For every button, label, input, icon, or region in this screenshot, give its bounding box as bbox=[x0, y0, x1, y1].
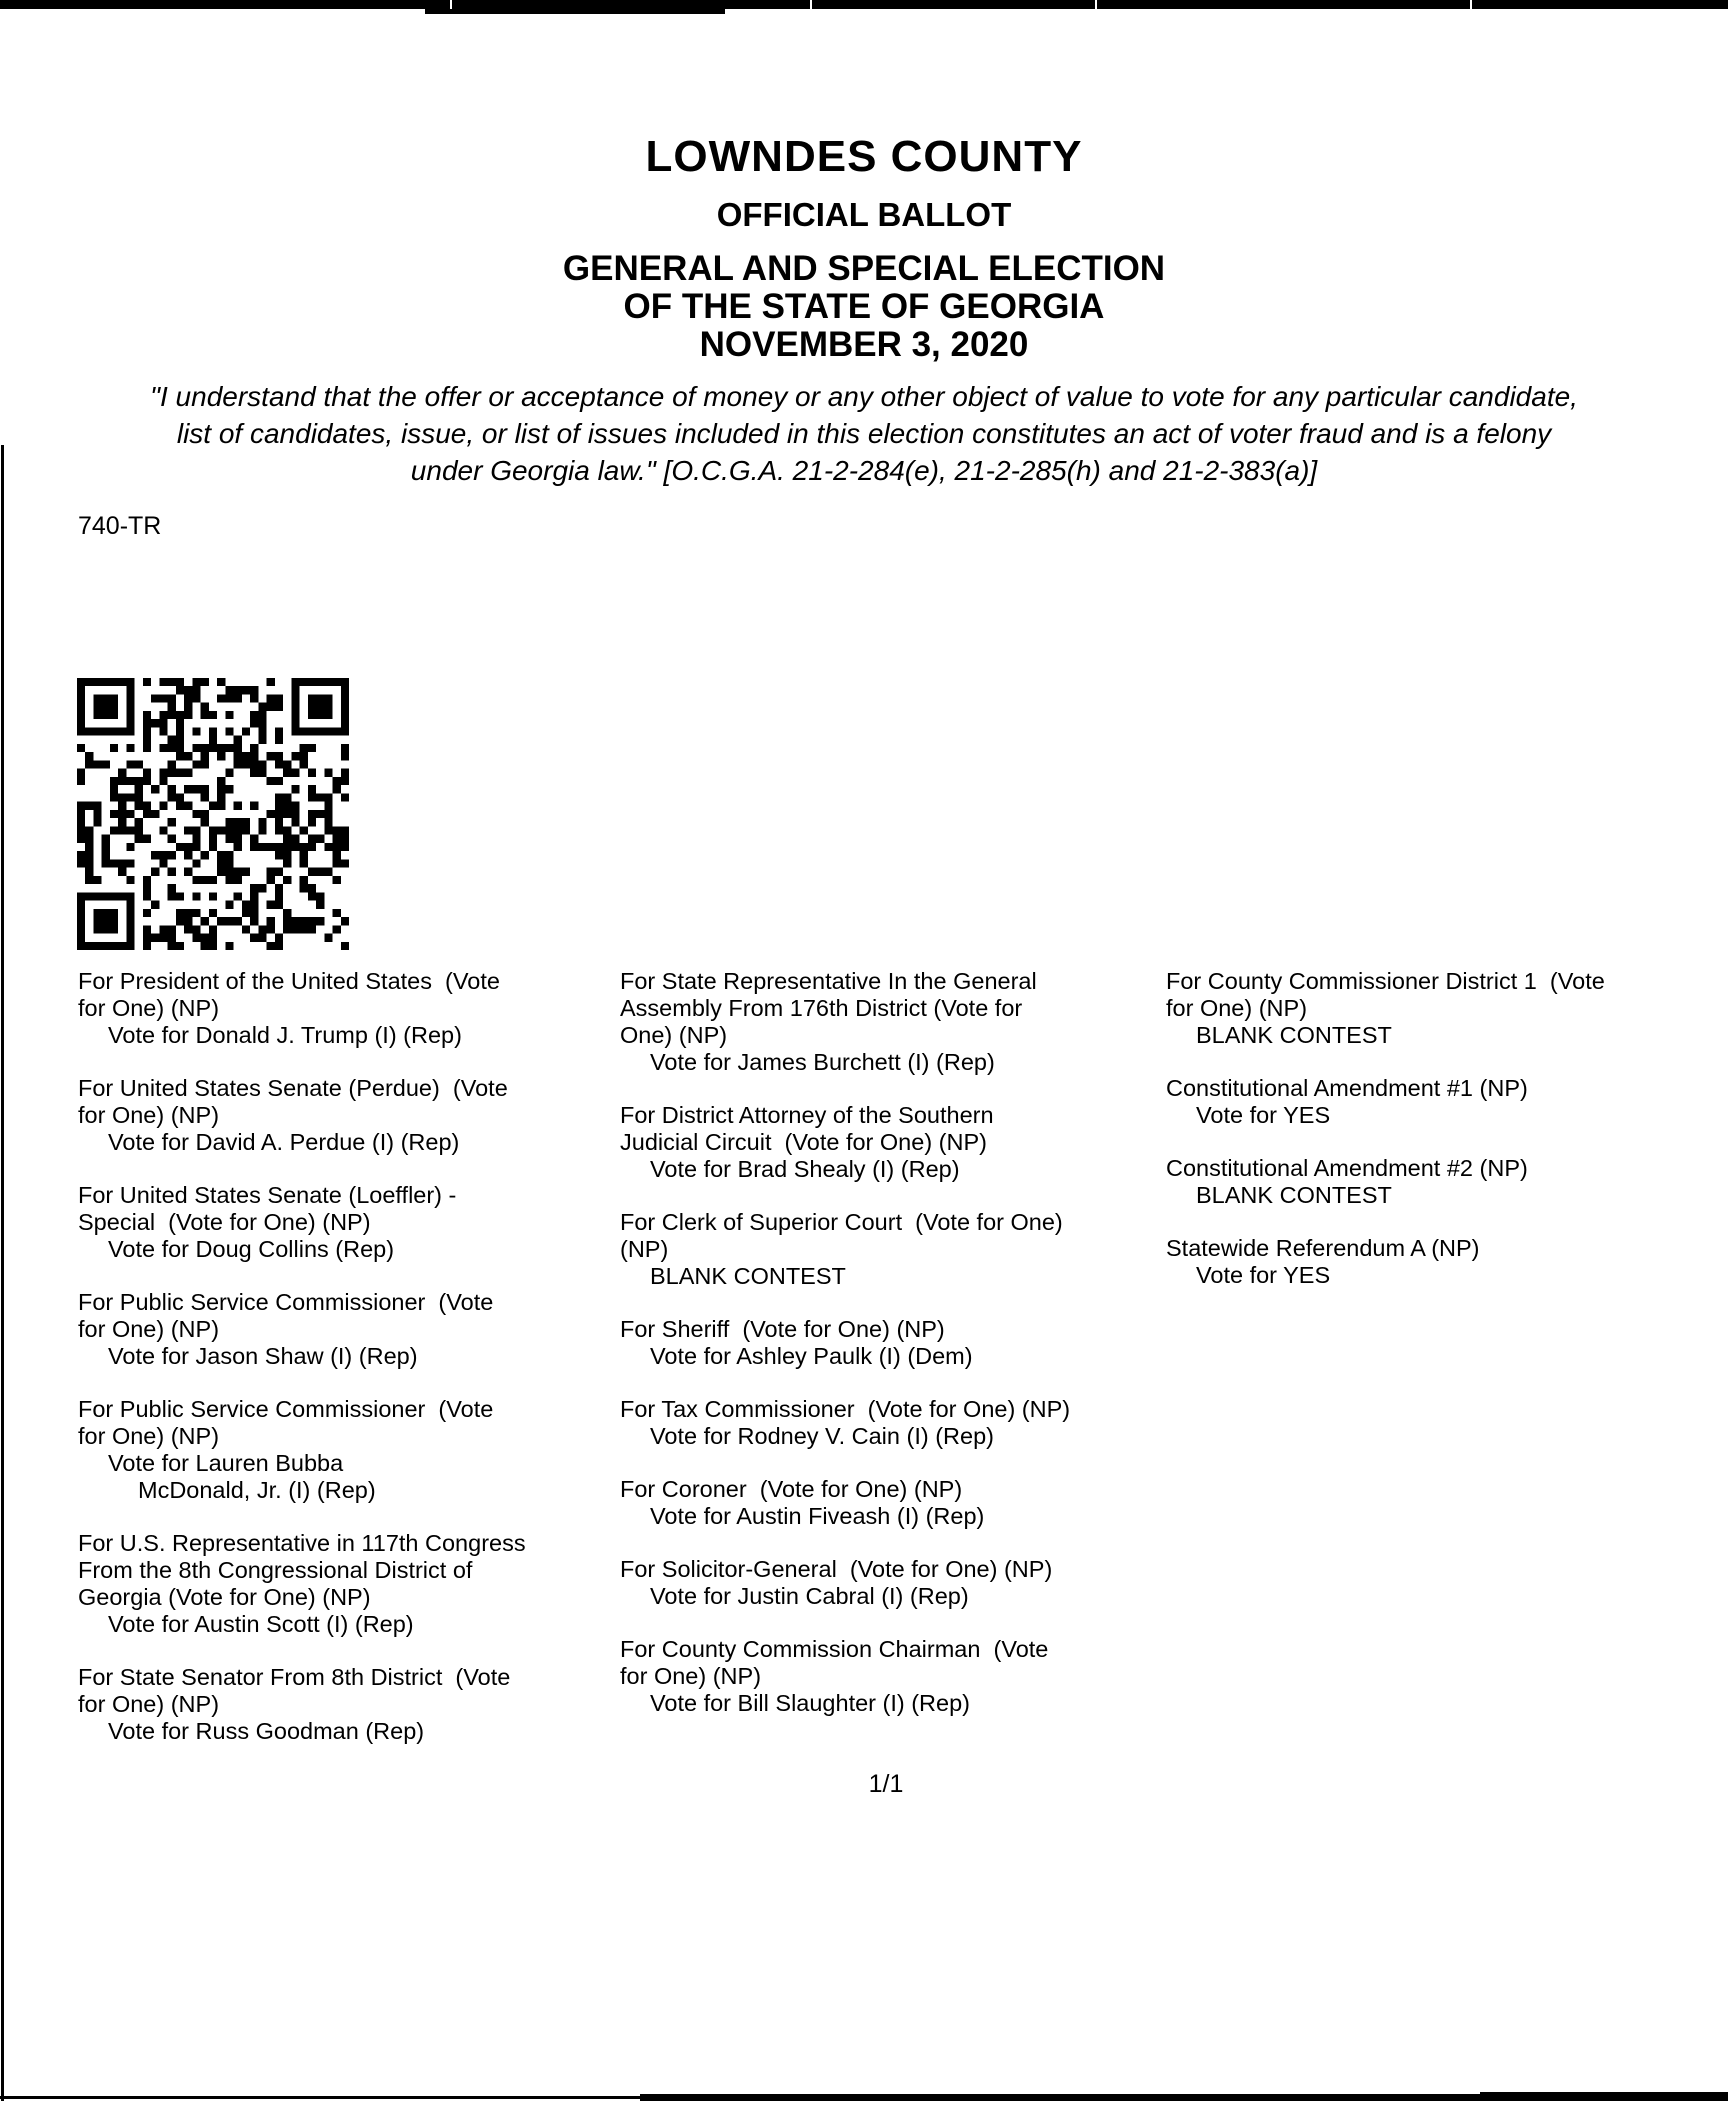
contest bbox=[78, 1289, 598, 1370]
contest bbox=[78, 1664, 598, 1745]
contest-line: for One) (NP) bbox=[78, 1691, 220, 1717]
contest-line: Vote for Lauren Bubba bbox=[108, 1450, 344, 1476]
contest bbox=[78, 1396, 598, 1504]
contest bbox=[78, 1075, 598, 1156]
disclaimer-line: list of candidates, issue, or list of issues included in this election constitutes an act of voter fraud and is a felony bbox=[176, 418, 1552, 449]
contest-line: Vote for YES bbox=[1196, 1102, 1331, 1128]
contest-line: for One) (NP) bbox=[78, 1316, 220, 1342]
contest bbox=[620, 1316, 1165, 1370]
contest-line: Statewide Referendum A (NP) bbox=[1166, 1235, 1480, 1261]
contest-line: McDonald, Jr. (I) (Rep) bbox=[138, 1477, 376, 1503]
contest-line: For Tax Commissioner (Vote for One) (NP) bbox=[620, 1396, 1071, 1422]
contest-line: BLANK CONTEST bbox=[650, 1263, 846, 1289]
contest bbox=[78, 1530, 598, 1638]
contest-line: Special (Vote for One) (NP) bbox=[78, 1209, 371, 1235]
contest-line: Vote for Rodney V. Cain (I) (Rep) bbox=[650, 1423, 994, 1449]
contest bbox=[620, 1209, 1165, 1290]
contest-line: Vote for Doug Collins (Rep) bbox=[108, 1236, 395, 1262]
contest-line: Vote for Donald J. Trump (I) (Rep) bbox=[108, 1022, 462, 1048]
contest-line: For Public Service Commissioner (Vote bbox=[78, 1396, 494, 1422]
contest bbox=[1166, 1155, 1728, 1209]
contest bbox=[620, 1476, 1165, 1530]
contest-line: For U.S. Representative in 117th Congress bbox=[78, 1530, 526, 1556]
contest-line: Vote for James Burchett (I) (Rep) bbox=[650, 1049, 995, 1075]
contest-line: For Public Service Commissioner (Vote bbox=[78, 1289, 494, 1315]
election-title-line: OF THE STATE OF GEORGIA bbox=[623, 287, 1105, 326]
contest-column-1 bbox=[78, 968, 598, 1771]
page-number: 1/1 bbox=[868, 1770, 904, 1798]
contest bbox=[620, 968, 1165, 1076]
contest-line: Vote for Russ Goodman (Rep) bbox=[108, 1718, 425, 1744]
election-title-line: GENERAL AND SPECIAL ELECTION bbox=[562, 249, 1166, 288]
contest-line: One) (NP) bbox=[620, 1022, 728, 1048]
contest-line: For County Commission Chairman (Vote bbox=[620, 1636, 1049, 1662]
contest-line: For County Commissioner District 1 (Vote bbox=[1166, 968, 1605, 994]
contest-line: Vote for YES bbox=[1196, 1262, 1331, 1288]
contest-line: BLANK CONTEST bbox=[1196, 1182, 1392, 1208]
contest-line: for One) (NP) bbox=[78, 1102, 220, 1128]
contest-line: For United States Senate (Perdue) (Vote bbox=[78, 1075, 508, 1101]
contest bbox=[620, 1396, 1165, 1450]
contest-line: Vote for Bill Slaughter (I) (Rep) bbox=[650, 1690, 970, 1716]
contest bbox=[1166, 968, 1728, 1049]
contest-line: Vote for Austin Scott (I) (Rep) bbox=[108, 1611, 414, 1637]
contest-line: For President of the United States (Vote bbox=[78, 968, 500, 994]
contest-line: Constitutional Amendment #1 (NP) bbox=[1166, 1075, 1528, 1101]
election-title-line: NOVEMBER 3, 2020 bbox=[699, 325, 1029, 364]
contest bbox=[620, 1102, 1165, 1183]
contest-line: for One) (NP) bbox=[78, 1423, 220, 1449]
contest-line: Constitutional Amendment #2 (NP) bbox=[1166, 1155, 1528, 1181]
contest-line: For District Attorney of the Southern bbox=[620, 1102, 994, 1128]
contest bbox=[78, 1182, 598, 1263]
contest-line: Vote for Jason Shaw (I) (Rep) bbox=[108, 1343, 418, 1369]
contest-line: Georgia (Vote for One) (NP) bbox=[78, 1584, 371, 1610]
contest-line: For Solicitor-General (Vote for One) (NP) bbox=[620, 1556, 1053, 1582]
contest bbox=[1166, 1235, 1728, 1289]
contest-line: for One) (NP) bbox=[620, 1663, 762, 1689]
contest-line: Vote for Justin Cabral (I) (Rep) bbox=[650, 1583, 969, 1609]
scan-artifact-bottom-bar-thick bbox=[1480, 2092, 1728, 2101]
contest-line: For Sheriff (Vote for One) (NP) bbox=[620, 1316, 945, 1342]
contest-line: BLANK CONTEST bbox=[1196, 1022, 1392, 1048]
contest-line: For Clerk of Superior Court (Vote for One) bbox=[620, 1209, 1063, 1235]
contest-column-3 bbox=[1166, 968, 1728, 1315]
contest-column-2 bbox=[620, 968, 1165, 1743]
contest-line: Assembly From 176th District (Vote for bbox=[620, 995, 1023, 1021]
disclaimer-line: under Georgia law." [O.C.G.A. 21-2-284(e), 21-2-285(h) and 21-2-383(a)] bbox=[410, 455, 1318, 486]
ballot-type-title: OFFICIAL BALLOT bbox=[716, 196, 1012, 233]
contest bbox=[620, 1636, 1165, 1717]
contest-line: (NP) bbox=[620, 1236, 669, 1262]
contest bbox=[1166, 1075, 1728, 1129]
contest-line: For Coroner (Vote for One) (NP) bbox=[620, 1476, 963, 1502]
contest-line: Vote for Austin Fiveash (I) (Rep) bbox=[650, 1503, 985, 1529]
contest-line: Vote for Ashley Paulk (I) (Dem) bbox=[650, 1343, 973, 1369]
contest-line: for One) (NP) bbox=[78, 995, 220, 1021]
disclaimer-line: "I understand that the offer or acceptance of money or any other object of value to vote for any particular candidate, bbox=[150, 381, 1578, 412]
contest-line: For State Representative In the General bbox=[620, 968, 1037, 994]
contest-line: For State Senator From 8th District (Vote bbox=[78, 1664, 511, 1690]
precinct-code: 740-TR bbox=[78, 512, 162, 540]
county-title: LOWNDES COUNTY bbox=[645, 132, 1083, 181]
contest-line: Judicial Circuit (Vote for One) (NP) bbox=[620, 1129, 987, 1155]
contest-line: Vote for David A. Perdue (I) (Rep) bbox=[108, 1129, 460, 1155]
contest-line: for One) (NP) bbox=[1166, 995, 1308, 1021]
contest bbox=[620, 1556, 1165, 1610]
contest bbox=[78, 968, 598, 1049]
contest-line: Vote for Brad Shealy (I) (Rep) bbox=[650, 1156, 960, 1182]
contest-line: From the 8th Congressional District of bbox=[78, 1557, 473, 1583]
contest-line: For United States Senate (Loeffler) - bbox=[78, 1182, 457, 1208]
